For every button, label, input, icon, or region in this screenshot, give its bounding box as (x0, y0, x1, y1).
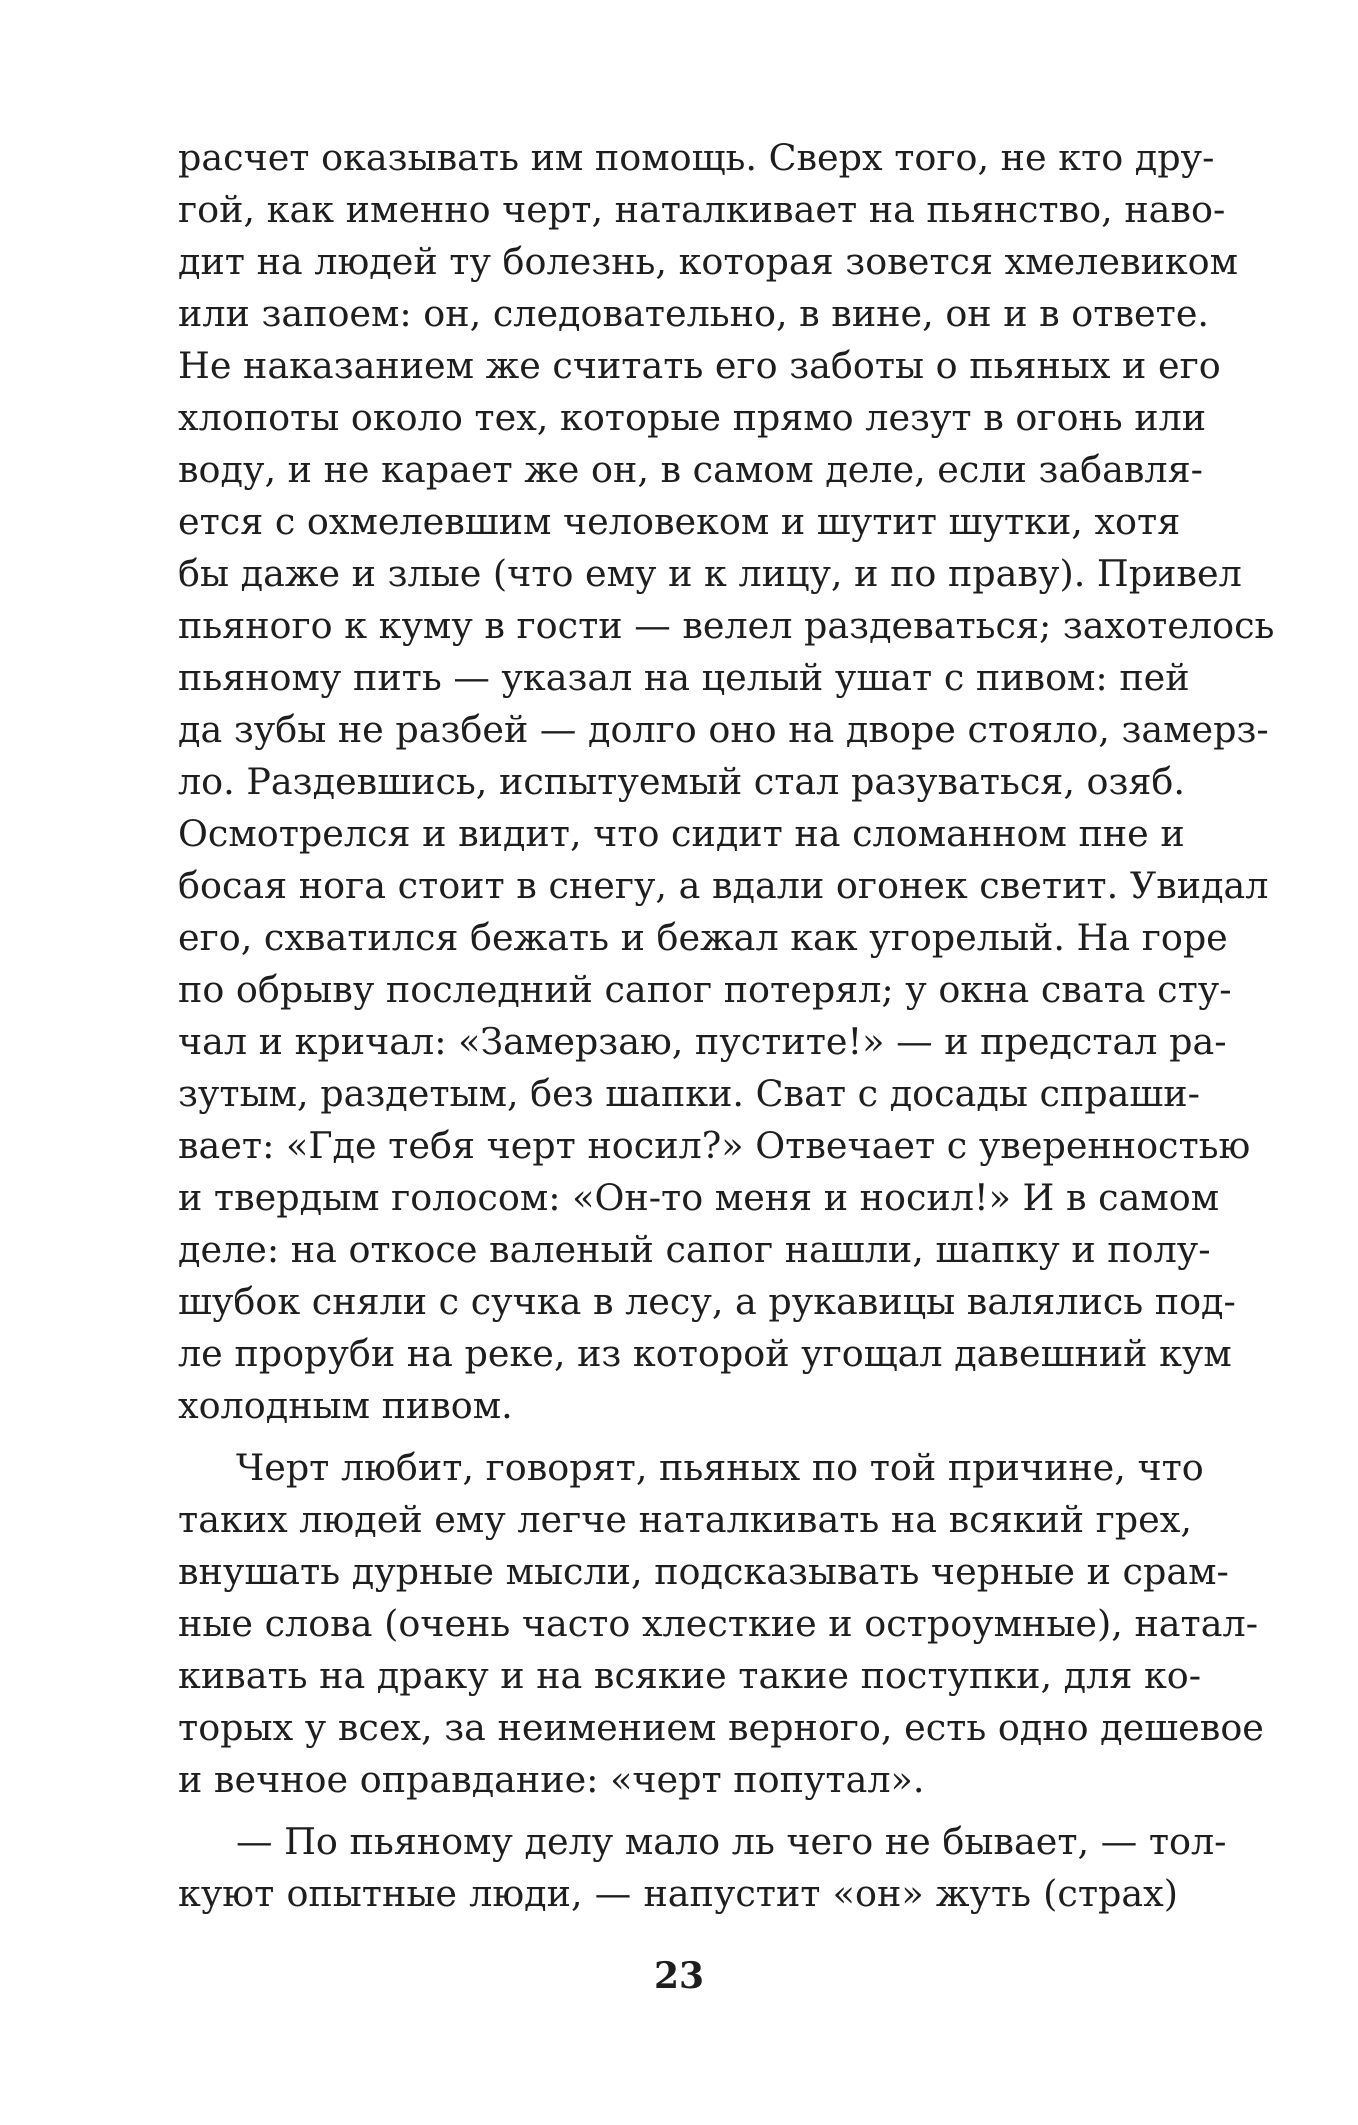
text-line: дит на людей ту болезнь, которая зовется хмелевиком (178, 240, 1238, 283)
text-line: и вечное оправдание: «черт попутал». (178, 1758, 925, 1801)
text-line: вает: «Где тебя черт носил?» Отвечает с уверенностью (178, 1124, 1251, 1167)
text-line: деле: на откосе валеный сапог нашли, шапку и полу- (178, 1228, 1211, 1271)
text-line: куют опытные люди, — напустит «он» жуть (страх) (178, 1872, 1178, 1915)
paragraph (178, 132, 1275, 1432)
text-line: ло. Раздевшись, испытуемый стал разуваться, озяб. (178, 760, 1186, 803)
text-line: гой, как именно черт, наталкивает на пьянство, наво- (178, 188, 1226, 231)
body-text (178, 132, 1275, 1920)
page-number: 23 (653, 1955, 705, 1997)
text-line: Черт любит, говорят, пьяных по той причине, что (236, 1446, 1204, 1489)
text-line: пьяного к куму в гости — велел раздеваться; захотелось (178, 604, 1275, 647)
text-line: ется с охмелевшим человеком и шутит шутки, хотя (178, 500, 1181, 543)
paragraph (178, 1816, 1227, 1920)
text-line: босая нога стоит в снегу, а вдали огонек светит. Увидал (178, 864, 1269, 907)
text-line: внушать дурные мысли, подсказывать черные и срам- (178, 1550, 1229, 1593)
paragraph-gap (178, 1806, 1178, 1816)
text-line: хлопоты около тех, которые прямо лезут в огонь или (178, 396, 1207, 439)
text-line: кивать на драку и на всякие такие поступки, для ко- (178, 1654, 1202, 1697)
text-line: пьяному пить — указал на целый ушат с пивом: пей (178, 656, 1190, 699)
text-line: воду, и не карает же он, в самом деле, если забавля- (178, 448, 1203, 491)
paragraph-gap (178, 1432, 1178, 1442)
text-line: ле проруби на реке, из которой угощал давешний кум (178, 1332, 1232, 1375)
text-line: Не наказанием же считать его заботы о пьяных и его (178, 344, 1221, 387)
text-line: торых у всех, за неимением верного, есть одно дешевое (178, 1706, 1264, 1749)
text-line: расчет оказывать им помощь. Сверх того, не кто дру- (178, 136, 1215, 179)
text-line: да зубы не разбей — долго оно на дворе стояло, замерз- (178, 708, 1269, 751)
text-line: — По пьяному делу мало ль чего не бывает, — тол- (236, 1820, 1227, 1863)
paragraph (178, 1442, 1264, 1806)
text-line: зутым, раздетым, без шапки. Сват с досады спраши- (178, 1072, 1200, 1115)
text-line: таких людей ему легче наталкивать на всякий грех, (178, 1498, 1192, 1541)
text-line: его, схватился бежать и бежал как угорелый. На горе (178, 916, 1228, 959)
text-line: Осмотрелся и видит, что сидит на сломанном пне и (178, 812, 1185, 855)
text-line: и твердым голосом: «Он-то меня и носил!» И в самом (178, 1176, 1220, 1219)
text-line: или запоем: он, следовательно, в вине, он и в ответе. (178, 292, 1210, 335)
text-line: шубок сняли с сучка в лесу, а рукавицы валялись под- (178, 1280, 1236, 1323)
text-line: бы даже и злые (что ему и к лицу, и по праву). Привел (178, 552, 1242, 595)
text-line: по обрыву последний сапог потерял; у окна свата сту- (178, 968, 1232, 1011)
text-line: чал и кричал: «Замерзаю, пустите!» — и предстал ра- (178, 1020, 1227, 1063)
text-line: холодным пивом. (178, 1384, 513, 1427)
text-line: ные слова (очень часто хлесткие и остроумные), натал- (178, 1602, 1259, 1645)
